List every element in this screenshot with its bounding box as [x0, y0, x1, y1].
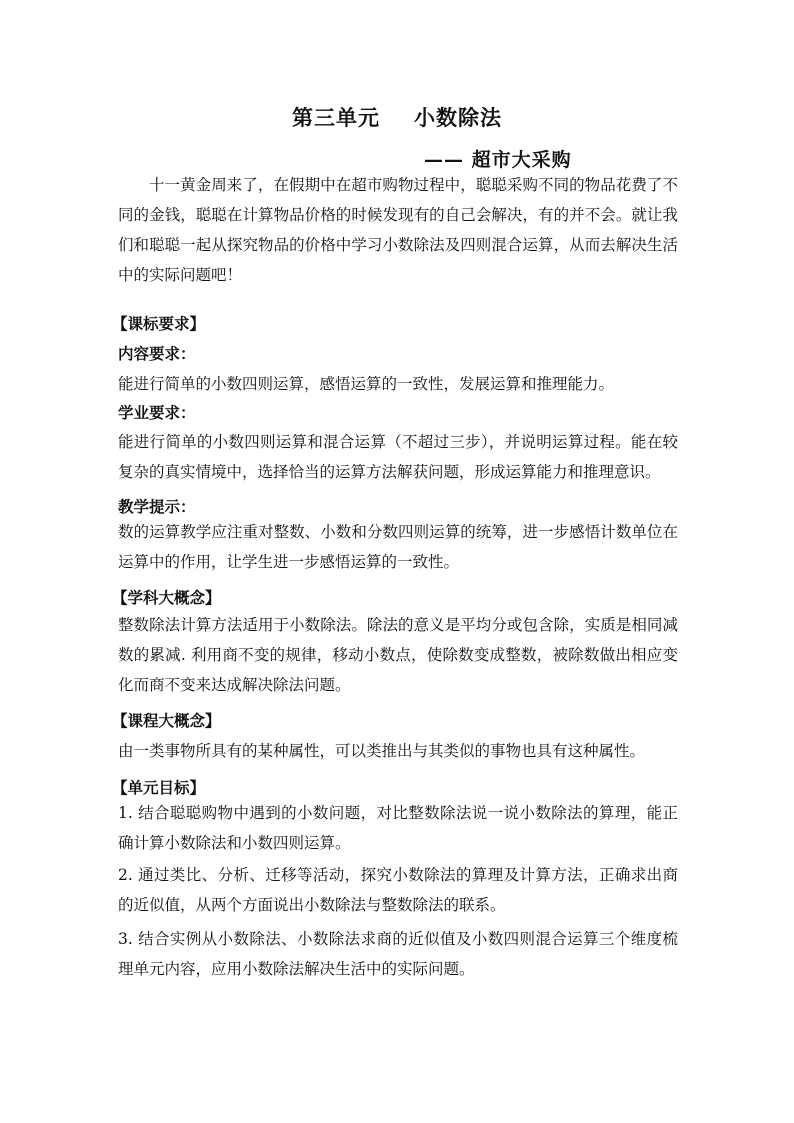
section-heading-curriculum: 【课标要求】: [112, 314, 206, 333]
content-requirement-text: 能进行简单的小数四则运算，感悟运算的一致性，发展运算和推理能力。: [118, 375, 615, 393]
section-heading-unit-goals: 【单元目标】: [112, 778, 206, 797]
subject-concept-text: 整数除法计算方法适用于小数除法。除法的意义是平均分或包含除，实质是相同减数的累减. 利用商不变的规律，移动小数点，使除数变成整数，被除数做出相应变化而商不变来达成解决除法问题。: [118, 616, 678, 694]
title-unit: 第三单元: [292, 105, 380, 130]
academic-requirement-label: 学业要求：: [118, 403, 196, 422]
content-requirement-label: 内容要求：: [118, 344, 196, 363]
title-topic: 小数除法: [414, 105, 502, 130]
intro-paragraph: 十一黄金周来了，在假期中在超市购物过程中，聪聪采购不同的物品花费了不同的金钱，聪聪在计算物品价格的时候发现有的自己会解决，有的并不会。就让我们和聪聪一起从探究物品的价格中学习小数除法及四则混合运算，从而去解决生活中的实际问题吧！: [118, 176, 678, 284]
page-title: [0, 102, 794, 132]
section-heading-course-concept: 【课程大概念】: [112, 711, 221, 730]
page-subtitle: —— 超市大采购: [424, 149, 572, 171]
teaching-tips-text: 数的运算教学应注重对整数、小数和分数四则运算的统筹，进一步感悟计数单位在运算中的作用，让学生进一步感悟运算的一致性。: [118, 523, 678, 571]
unit-goal-item: 3. 结合实例从小数除法、小数除法求商的近似值及小数四则混合运算三个维度梳理单元内容，应用小数除法解决生活中的实际问题。: [118, 930, 678, 978]
section-heading-subject-concept: 【学科大概念】: [112, 588, 221, 607]
unit-goal-item: 2. 通过类比、分析、迁移等活动，探究小数除法的算理及计算方法，正确求出商的近似值，从两个方面说出小数除法与整数除法的联系。: [118, 866, 678, 914]
course-concept-text: 由一类事物所具有的某种属性，可以类推出与其类似的事物也具有这种属性。: [118, 742, 646, 760]
unit-goal-item: 1. 结合聪聪购物中遇到的小数问题，对比整数除法说一说小数除法的算理，能正确计算小数除法和小数四则运算。: [118, 804, 678, 852]
teaching-tips-label: 教学提示：: [118, 497, 196, 516]
academic-requirement-text: 能进行简单的小数四则运算和混合运算（不超过三步），并说明运算过程。能在较复杂的真实情境中，选择恰当的运算方法解获问题，形成运算能力和推理意识。: [118, 433, 678, 481]
